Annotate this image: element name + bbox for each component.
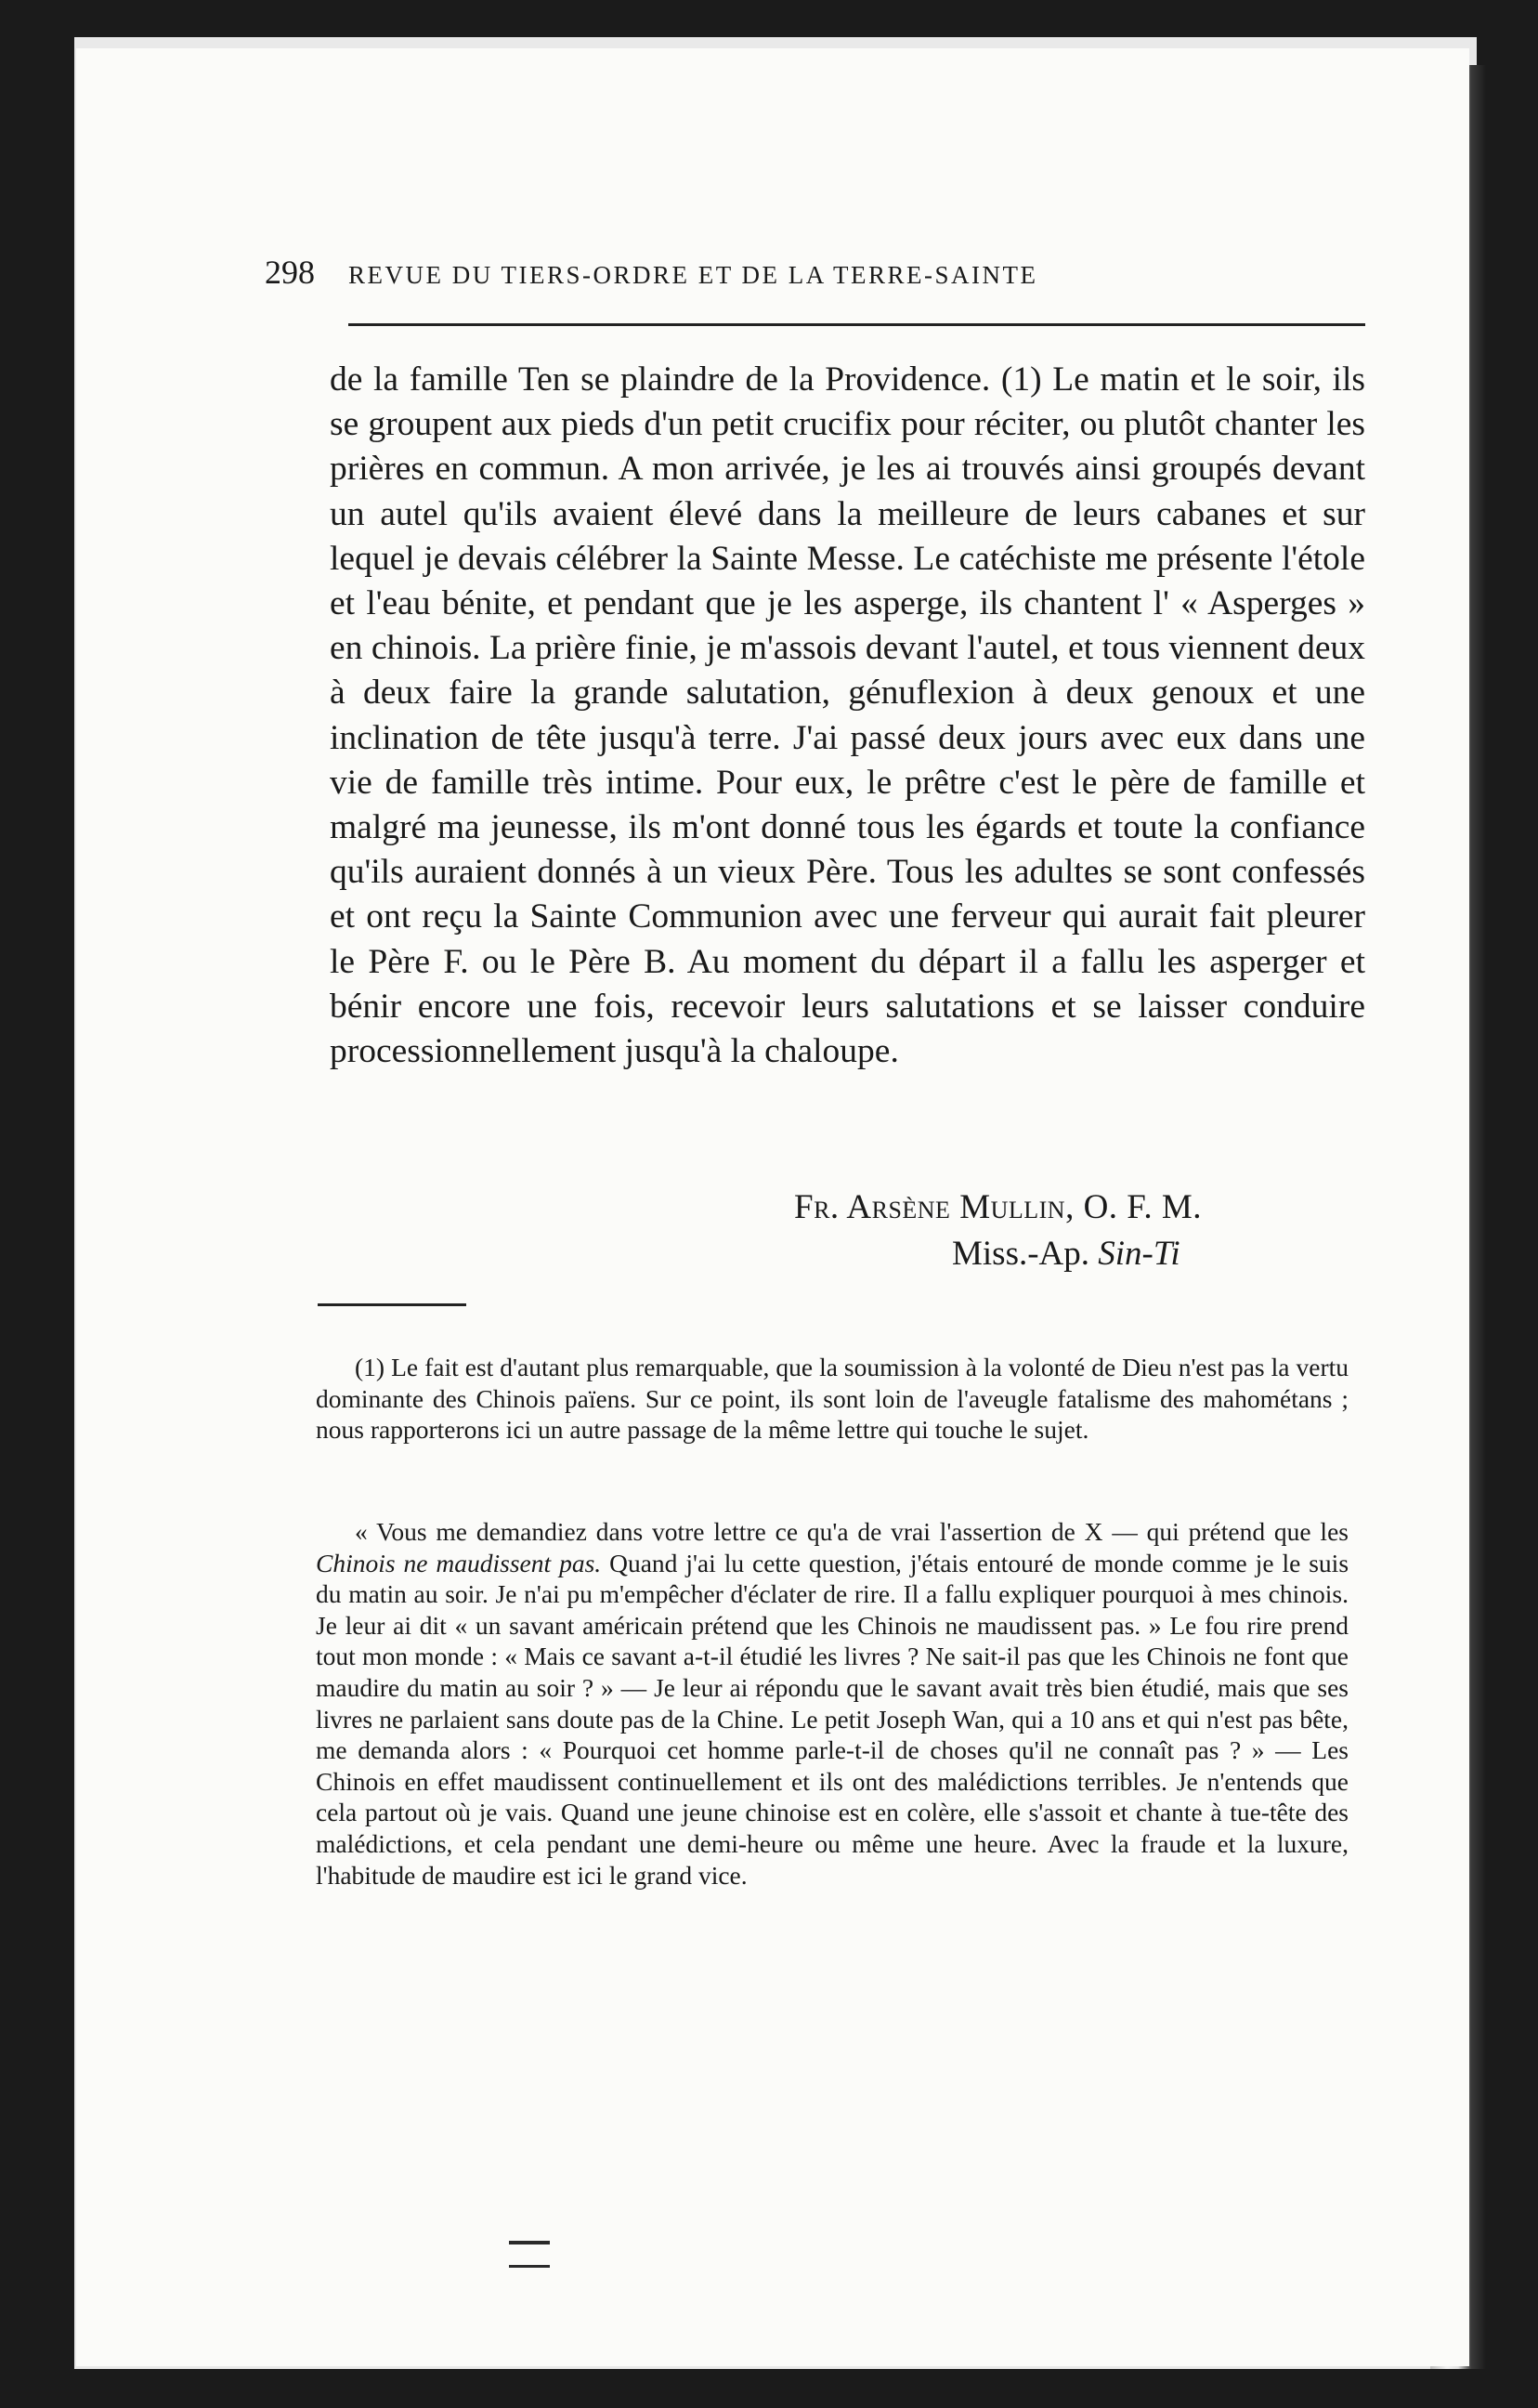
quote-italic: Chinois ne maudissent pas.	[316, 1548, 602, 1577]
footnote-quote	[316, 1516, 1349, 1891]
mission-prefix: Miss.-Ap.	[952, 1235, 1090, 1273]
mission-place: Sin-Ti	[1098, 1235, 1180, 1273]
footnote-rule	[318, 1303, 466, 1306]
body-paragraph: de la famille Ten se plaindre de la Providence. (1) Le matin et le soir, ils se groupent aux pieds d'un petit crucifix pour réciter, ou plutôt chanter les prières en commun. A mon arrivée, je les ai trouvés ainsi groupés devant un autel qu'ils avaient élevé dans la meilleure de leurs cabanes et sur lequel je devais célébrer la Sainte Messe. Le catéchiste me présente l'étole et l'eau bénite, et pendant que je les asperge, ils chantent l' « Asperges » en chinois. La prière finie, je m'assois devant l'autel, et tous viennent deux à deux faire la grande salutation, génuflexion à deux genoux et une inclination de tête jusqu'à terre. J'ai passé deux jours avec eux dans une vie de famille très intime. Pour eux, le prêtre c'est le père de famille et malgré ma jeunesse, ils m'ont donné tous les égards et toute la confiance qu'ils auraient donnés à un vieux Père. Tous les adultes se sont confessés et ont reçu la Sainte Communion avec une ferveur qui aurait fait pleurer le Père F. ou le Père B. Au moment du départ il a fallu les asperger et bénir encore une fois, recevoir leurs salutations et se laisser conduire processionnellement jusqu'à la chaloupe.	[330, 360, 1365, 1071]
footnote-1	[316, 1352, 1349, 1446]
running-title: REVUE DU TIERS-ORDRE ET DE LA TERRE-SAINTE	[348, 261, 1038, 289]
signature-author	[794, 1187, 1202, 1227]
quote-part-2: Quand j'ai lu cette question, j'étais entouré de monde comme je le suis du matin au soir. Je n'ai pu m'empêcher d'éclater de rire. Il a fallu expliquer pourquoi à mes chinois. Je leur ai dit « un savant américain prétend que les Chinois ne maudissent pas. » Le fou rire prend tout mon monde : « Mais ce savant a-t-il étudié les livres ? Ne sait-il pas que les Chinois ne font que maudire du matin au soir ? » — Je leur ai répondu que le savant avait très bien étudié, mais que ses livres ne parlaient sans doute pas de la Chine. Le petit Joseph Wan, qui a 10 ans et qui n'est pas bête, me demanda alors : « Pourquoi cet homme parle-t-il de choses qu'il ne connaît pas ? » — Les Chinois en effet maudissent continuellement et ils ont des malédictions terribles. Je n'entends que cela partout où je vais. Quand une jeune chinoise est en colère, elle s'assoit et chante à tue-tête des malédictions, et cela pendant une demi-heure ou même une heure. Avec la fraude et la luxure, l'habitude de maudire est ici le grand vice.	[316, 1548, 1349, 1890]
signature-mission	[952, 1234, 1180, 1274]
page-number: 298	[265, 254, 315, 291]
footnote-1-text: (1) Le fait est d'autant plus remarquable, que la soumission à la volonté de Dieu n'est pas la vertu dominante des Chinois païens. Sur ce point, ils sont loin de l'aveugle fatalisme des mahométans ; nous rapporterons ici un autre passage de la même lettre qui touche le sujet.	[316, 1353, 1349, 1445]
author-name: Fr. Arsène Mullin, O. F. M.	[794, 1188, 1203, 1226]
header-rule	[348, 323, 1365, 326]
quote-part-1: « Vous me demandiez dans votre lettre ce qu'a de vrai l'assertion de X — qui prétend que les	[355, 1517, 1349, 1546]
page-header	[265, 253, 1361, 292]
library-stamp-mark	[509, 2241, 550, 2268]
